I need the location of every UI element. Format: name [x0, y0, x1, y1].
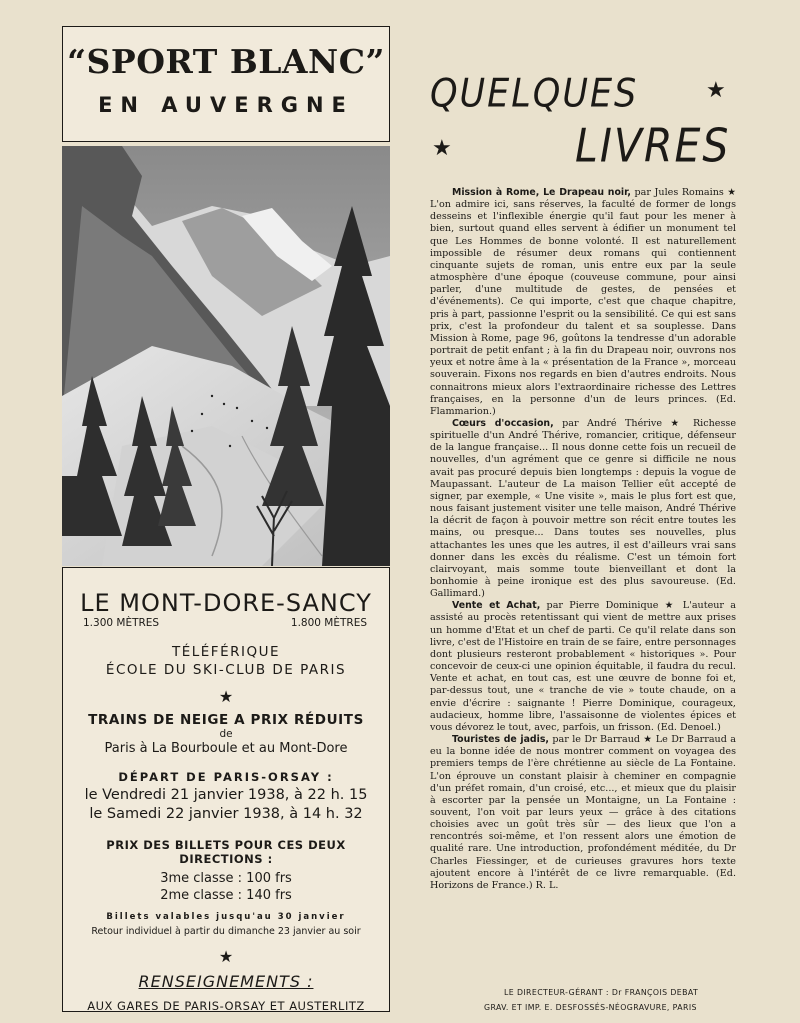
- renseignements-heading: RENSEIGNEMENTS :: [138, 972, 314, 991]
- star-icon: ★: [706, 78, 726, 103]
- mountain-ski-photo: [62, 146, 390, 566]
- ad-title-sport-blanc: “SPORT BLANC”: [67, 42, 385, 81]
- prix-heading: PRIX DES BILLETS POUR CES DEUX DIRECTIONS :: [106, 838, 346, 866]
- review-body: par André Thérive ★ Richesse spirituelle d'un André Thérive, romancier, critique, défenseur de la langue française... Il nous donne cette fois un recueil de nouvelles, d'un agrément que ce genre si difficile ne nous avait pas procuré depuis bien longtemps : depuis la vogue de Maupassant. L'auteur de La maison Tellier eût accepté de signer, par exemple, « Une visite », mais le plus fort est que, nous faisant justement visiter une telle maison, André Thérive la décrit de façon à pouvoir mettre son récit entre toutes les mains, ou presque... Dans toutes ses nouvelles, plus attachantes les unes que les autres, il est d'ailleurs vrai sans donner dans les excès du réalisme. C'est un témoin fort clairvoyant, mais somme toute bienveillant et dont la bonhomie à peine ironique est des plus savoureuse. (Ed. Gallimard.): [430, 417, 736, 600]
- altitude-high: 1.800 MÈTRES: [290, 617, 367, 629]
- gares-line: AUX GARES DE PARIS-ORSAY ET AUSTERLITZ: [87, 999, 365, 1013]
- ecole-line: ÉCOLE DU SKI-CLUB DE PARIS: [105, 662, 347, 678]
- review-body: par Jules Romains ★ L'on admire ici, sans réserves, la faculté de former de longs desseins et l'inflexible énergie qu'il faut pour les mener à bien, surtout quand elles servent à édifier un monument tel que Les Hommes de bonne volonté. Il est naturellement impossible de résumer deux romans qui contiennent cinquante sujets de roman, unis entre eux par la seule atmosphère d'une époque (couveuse commune, pour ainsi parler, d'une multitude de gestes, de pensées et d'événements). Ce qui importe, c'est que chaque chapitre, pris à part, passionne l'esprit ou la sensibilité. Ce qui est sans prix, c'est la profondeur du talent et sa souplesse. Dans Mission à Rome, page 96, goûtons la tendresse d'un adorable portrait de petit enfant ; à la fin du Drapeau noir, ouvrons nos yeux et notre âme à la « présentation de la France », morceau souverain. Fixons nos regards en bien d'autres endroits. Nous connaitrons mieux alors l'extraordinaire richesse des Lettres françaises, en la personne d'un de leurs princes. (Ed. Flammarion.): [430, 187, 736, 417]
- review-paragraph: [430, 187, 736, 418]
- altitude-low: 1.300 MÈTRES: [83, 617, 160, 629]
- billets-validity: Billets valables jusqu'au 30 janvier: [106, 912, 346, 922]
- resort-name: LE MONT-DORE-SANCY: [80, 589, 372, 617]
- altitudes-row: [63, 617, 389, 629]
- section-heading-livres: LIVRES: [575, 118, 731, 173]
- mountain-photo-illustration: [62, 146, 390, 566]
- footer-printer: GRAV. ET IMP. E. DESFOSSÉS-NÉOGRAVURE, PARIS: [484, 1003, 697, 1012]
- section-heading-quelques: QUELQUES: [430, 72, 639, 117]
- depart-heading: DÉPART DE PARIS-ORSAY :: [118, 770, 334, 784]
- route-line: Paris à La Bourboule et au Mont-Dore: [104, 741, 348, 756]
- review-paragraph: [430, 418, 736, 600]
- retour-line: Retour individuel à partir du dimanche 23 janvier au soir: [91, 926, 361, 937]
- review-body: par Pierre Dominique ★ L'auteur a assisté au procès retentissant qui vient de mettre aux prises un homme d'Etat et un chef de parti. Ce qu'il relate dans son livre, c'est de l'Histoire en train de se faire, entre personnages dont plusieurs resteront probablement « historiques ». Pour concevoir de ceux-ci une opinion équitable, il faudra du recul. Vente et achat, en tout cas, est une œuvre de bonne foi et, par-dessus tout, une « tranche de vie » toute chaude, on a envie d'écrire : saignante ! Pierre Dominique, courageux, audacieux, homme libre, l'assaisonne de violentes épices et vous dévorez le tout, avec, parfois, un frisson. (Ed. Denoel.): [430, 600, 736, 733]
- price-3rd-class: 3me classe : 100 frs: [160, 871, 292, 886]
- departure-date-1: le Vendredi 21 janvier 1938, à 22 h. 15: [84, 787, 368, 803]
- trains-heading: TRAINS DE NEIGE A PRIX RÉDUITS: [88, 712, 364, 728]
- book-reviews-article: [430, 187, 736, 892]
- footer-director: LE DIRECTEUR-GÉRANT : Dr FRANÇOIS DEBAT: [504, 988, 699, 997]
- review-title: Touristes de jadis,: [452, 734, 549, 746]
- ad-title-box: [62, 26, 390, 142]
- review-title: Vente et Achat,: [452, 600, 541, 612]
- price-2nd-class: 2me classe : 140 frs: [160, 888, 292, 903]
- review-paragraph: [430, 734, 736, 892]
- star-icon: ★: [218, 687, 234, 706]
- review-title: Mission à Rome, Le Drapeau noir,: [452, 187, 631, 198]
- de-word: de: [219, 728, 233, 740]
- review-body: par le Dr Barraud ★ Le Dr Barraud a eu la bonne idée de nous montrer comment on voyagea des premiers temps de l'ère chrétienne au siècle de La Fontaine. L'on éprouve un constant plaisir à cheminer en compagnie d'un préfet romain, d'un croisé, etc..., et mieux que du plaisir à escorter par la pensée un Montaigne, un La Fontaine : souvent, l'on voit par leurs yeux — grâce à des citations choisies avec un goût très sûr — des lieux que l'on a rencontrés soi-même, et l'on ressent alors une émotion de qualité rare. Une introduction, profondément méditée, du Dr Charles Fiessinger, et de curieuses gravures hors texte ajoutent encore à l'intérêt de ce livre remarquable. (Ed. Horizons de France.) R. L.: [430, 734, 736, 891]
- review-paragraph: [430, 600, 736, 734]
- departure-date-2: le Samedi 22 janvier 1938, à 14 h. 32: [89, 806, 363, 822]
- star-icon: ★: [218, 947, 234, 966]
- star-icon: ★: [432, 136, 452, 161]
- review-title: Cœurs d'occasion,: [452, 417, 554, 429]
- ad-title-auvergne: EN AUVERGNE: [98, 93, 354, 117]
- teleferique-line: TÉLÉFÉRIQUE: [171, 644, 281, 660]
- page-footer: [484, 985, 784, 1015]
- ad-details-box: [62, 567, 390, 1012]
